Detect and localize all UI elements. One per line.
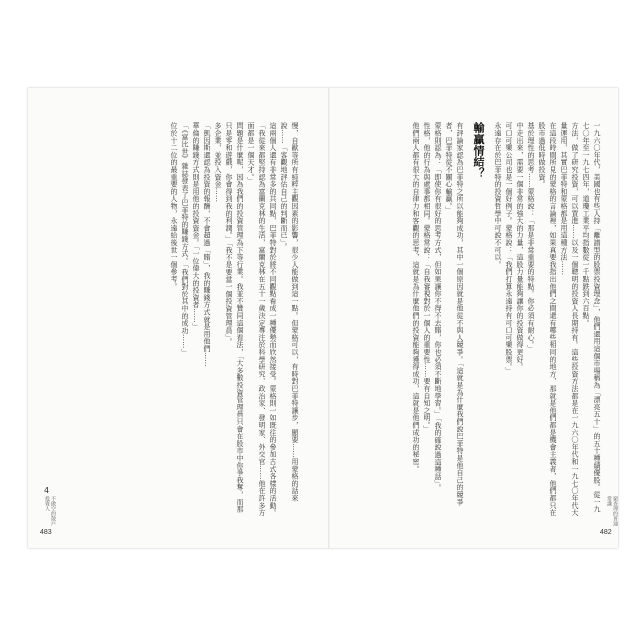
paragraph: 有評論家認為巴菲特之所以能夠成功，其中一個原因就是他從不與人競爭。「這就是為什麼我們說巴菲特是他自己的競爭者，巴菲特從不關心輸贏。」 [445, 122, 464, 506]
left-page-body [84, 122, 300, 518]
paragraph: 他們兩人都有很大的自律力和客觀的思考，這就是為什麼他們的投資能夠獲得成功，這就是他們成功的秘密。 [412, 122, 420, 473]
section-heading: 輸贏情結？ [472, 122, 485, 179]
paragraph: 可口可樂公司也是一個好例子。蒙格說：「我們打算永遠持有可口可樂股票。」 [505, 122, 513, 374]
page-number-left: 483 [40, 529, 52, 536]
paragraph: 基於理性的思考……蒙格說：「那是非常重要的特點。你必須有耐心。」 [527, 122, 535, 353]
paragraph: 「《富比世》雜誌發表了巴菲特的賺錢方式。「我們對於其中的成功……」 [181, 122, 189, 356]
paragraph: 這兩個人還有非常多的共同點，巴菲特對於將不同觀點看成一種優勢而欣然接受。蒙格則一如既往的參加古式各樣的活動。「我從來都堅持認為富蘭克林的生活，富蘭克林在五十一歲決定專注於科學研究、政治家、發明家、外交官……他在許多方面都是一個天才。」 [247, 122, 277, 517]
page-number-right: 482 [600, 529, 612, 536]
right-page-body [344, 122, 602, 518]
paragraph: 華倫的賺錢方式則是用他的投資資金。「一位偉大的投資者……」 [192, 122, 200, 331]
paragraph: 多企業，並投入資金…… [214, 122, 222, 203]
right-page [330, 88, 618, 548]
running-head-right: 窮查理的普通常識 [606, 496, 618, 526]
book-spread [28, 88, 618, 548]
paragraph: 一九六〇年代，美國也有些人持「離譜型的股票投資理念」，他們還用這個市場稱為「漂亮五十」的五十種績優股。從一九七〇年至一九七四年，道瓊工業平均指數從一千點跌到六百點。 [582, 122, 601, 513]
paragraph: 問題是什麼呢，因為我們的投資管理為下等行業。我並不贊同這個看法，「大多數投資管理員只會在股市中你爭我奪，而那只是零和遊戲，你會得到我的利潤。」「我不是要當一個投資管理員」。 [225, 122, 244, 513]
paragraph: 方法，做了研究投資，可以買進……以及一個聰明的投資人長期持有。這些投資方法都是在一九六〇年代和一九七〇年代大量運用，其實巴菲特和蒙格都是用這種方法…… [560, 122, 579, 517]
paragraph: 永遠存在於巴菲特的投資哲學中可說不可以。 [494, 122, 502, 268]
paragraph: 中走出來，需要一個非常的強大的力量，這股力量能夠讓你的投資做得更好。 [516, 122, 524, 371]
paragraph: 「凱因斯還認為投資的報酬，不會超過「賭」，我的賺錢方式就是用他們…… [203, 122, 211, 367]
chapter-mark: 4 [44, 486, 50, 495]
paragraph: 蒙格則認為：「即使你有很好的思考方式，但如果讓你不得不去賭，你也必須不斷地學習。」「我的確說過這種話」。 [434, 122, 442, 492]
paragraph: 位於十二位的最重要的人物，永遠給後世一個參考。 [170, 122, 178, 290]
paragraph: 慢，自歐等所有純粹主觀因素的影響，很少人能做到這一點。但蒙格可以，有時對巴菲特讓步，顯要……用蒙格的話來說……「客觀地評估自己的判斷而已」。 [280, 122, 299, 502]
paragraph: 在這段時間所見的蒙格的言論裡，如果真要我指出他們之間還有哪些相同的地方，那就是他們都是機會主義者，他們都只在股市過低時做投資。 [538, 122, 557, 517]
running-head-left: 不做空的散戶投資人 [44, 496, 56, 526]
left-page [28, 88, 328, 548]
paragraph: 性格，他的行為與處事都相同。蒙格常說：「自我審視對於一個人的重要性……要有自知之明。」 [423, 122, 431, 433]
